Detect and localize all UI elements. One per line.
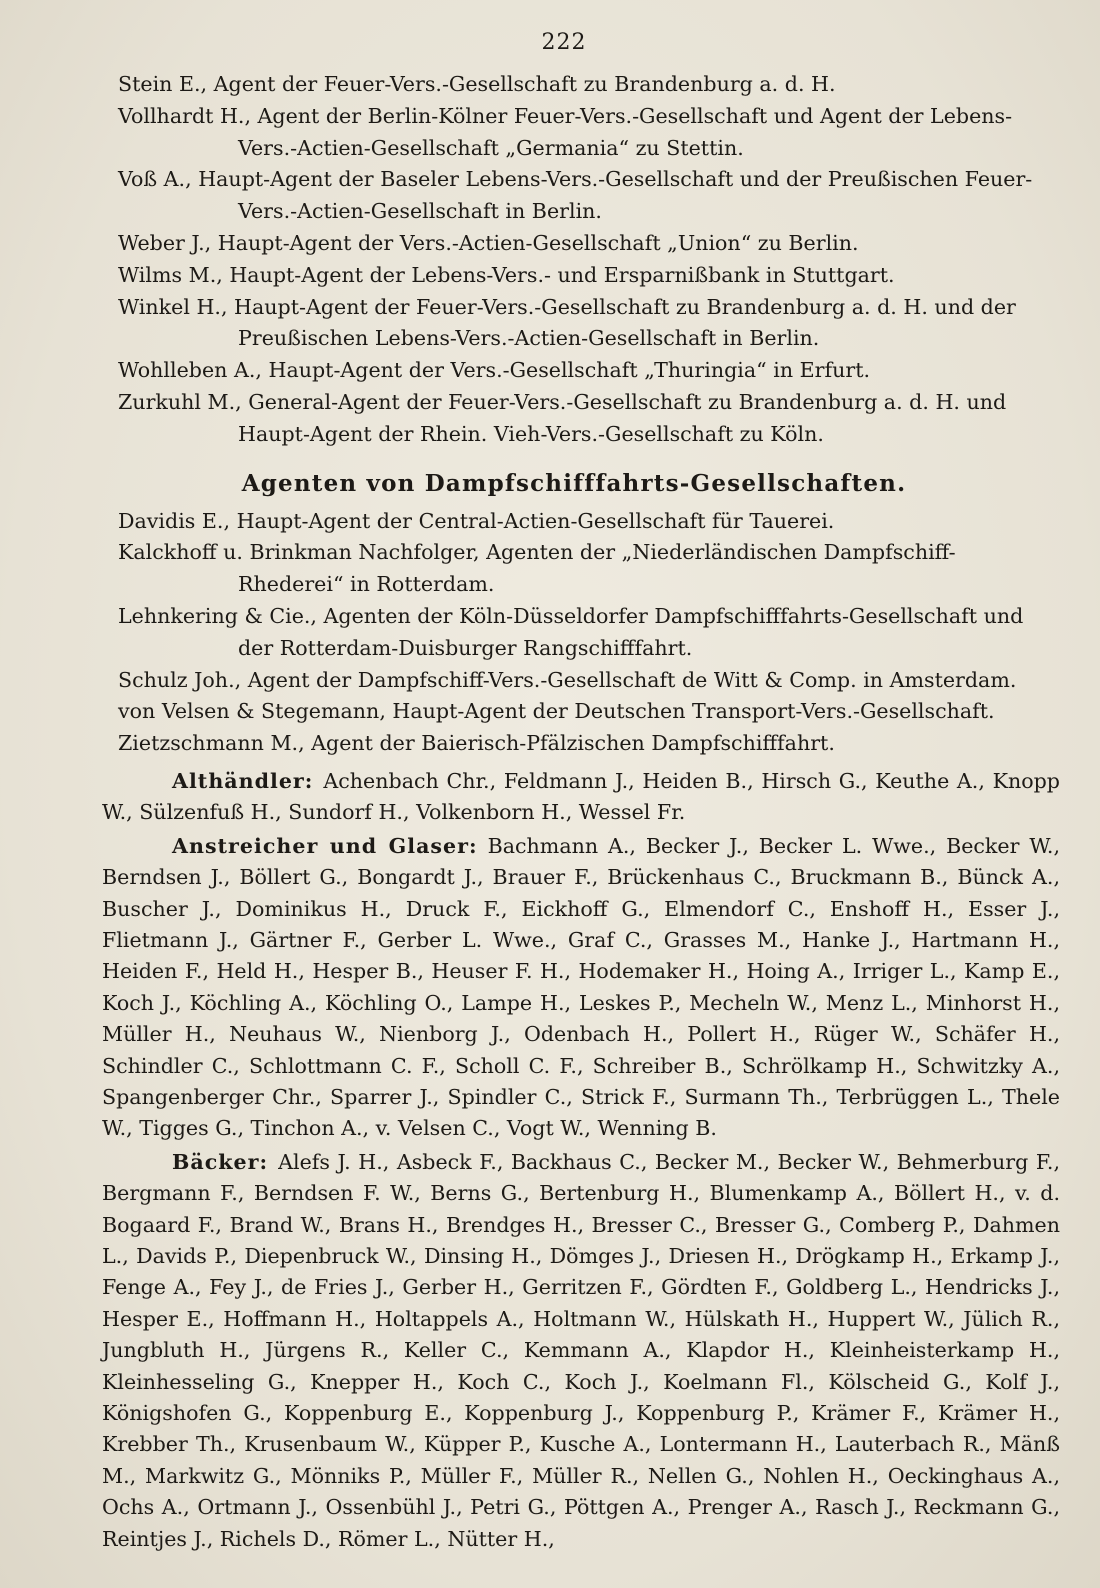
trade-label: Althändler: <box>172 768 314 793</box>
shipping-agents-list <box>118 506 1060 760</box>
list-entry: Zurkuhl M., General-Agent der Feuer-Vers.-Gesellschaft zu Brandenburg a. d. H. und Haupt-Agent der Rhein. Vieh-Vers.-Gesellschaft zu Köln. <box>118 389 1007 446</box>
trades-list <box>102 766 1060 1555</box>
trade-names: Achenbach Chr., Feldmann J., Heiden B., Hirsch G., Keuthe A., Knopp W., Sülzenfuß H., Sundorf H., Volkenborn H., Wessel Fr. <box>102 768 1060 825</box>
insurance-agents-list <box>118 69 1060 451</box>
list-entry: Vollhardt H., Agent der Berlin-Kölner Feuer-Vers.-Gesellschaft und Agent der Lebens-Vers.-Actien-Gesellschaft „Germania“ zu Stettin. <box>118 103 1013 160</box>
list-entry: von Velsen & Stegemann, Haupt-Agent der Deutschen Transport-Vers.-Gesellschaft. <box>118 699 995 724</box>
list-entry: Zietzschmann M., Agent der Baierisch-Pfälzischen Dampfschifffahrt. <box>118 731 835 756</box>
list-entry: Weber J., Haupt-Agent der Vers.-Actien-Gesellschaft „Union“ zu Berlin. <box>118 230 859 255</box>
list-entry: Winkel H., Haupt-Agent der Feuer-Vers.-Gesellschaft zu Brandenburg a. d. H. und der Preußischen Lebens-Vers.-Actien-Gesellschaft in Berlin. <box>118 294 1016 351</box>
trade-paragraph <box>102 766 1060 829</box>
list-entry: Schulz Joh., Agent der Dampfschiff-Vers.-Gesellschaft de Witt & Comp. in Amsterdam. <box>118 667 1017 692</box>
list-entry: Kalckhoff u. Brinkman Nachfolger, Agenten der „Niederländischen Dampfschiff-Rhederei“ in Rotterdam. <box>118 540 956 597</box>
list-entry: Davidis E., Haupt-Agent der Central-Actien-Gesellschaft für Tauerei. <box>118 508 835 533</box>
trade-label: Anstreicher und Glaser: <box>172 833 478 858</box>
trade-names: Bachmann A., Becker J., Becker L. Wwe., Becker W., Berndsen J., Böllert G., Bongardt J., Brauer F., Brückenhaus C., Bruckmann B., Bünck A., Buscher J., Dominikus H., Druck F., Eickhoff G., Elmendorf C., Enshoff H., Esser J., Flietmann J., Gärtner F., Gerber L. Wwe., Graf C., Grasses M., Hanke J., Hartmann H., Heiden F., Held H., Hesper B., Heuser F. H., Hodemaker H., Hoing A., Irriger L., Kamp E., Koch J., Köchling A., Köchling O., Lampe H., Leskes P., Mecheln W., Menz L., Minhorst H., Müller H., Neuhaus W., Nienborg J., Odenbach H., Pollert H., Rüger W., Schäfer H., Schindler C., Schlottmann C. F., Scholl C. F., Schreiber B., Schrölkamp H., Schwitzky A., Spangenberger Chr., Sparrer J., Spindler C., Strick F., Surmann Th., Terbrüggen L., Thele W., Tigges G., Tinchon A., v. Velsen C., Vogt W., Wenning B. <box>102 833 1060 1141</box>
list-entry: Lehnkering & Cie., Agenten der Köln-Düsseldorfer Dampfschifffahrts-Gesellschaft und der Rotterdam-Duisburger Rangschifffahrt. <box>118 603 1024 660</box>
list-entry: Wilms M., Haupt-Agent der Lebens-Vers.- und Ersparnißbank in Stuttgart. <box>118 262 895 287</box>
page-number: 222 <box>541 30 587 55</box>
trade-label: Bäcker: <box>172 1149 269 1174</box>
trade-paragraph <box>102 831 1060 1145</box>
section-heading: Agenten von Dampfschifffahrts-Gesellschaften. <box>241 469 907 497</box>
list-entry: Stein E., Agent der Feuer-Vers.-Gesellschaft zu Brandenburg a. d. H. <box>118 72 836 96</box>
list-entry: Voß A., Haupt-Agent der Baseler Lebens-Vers.-Gesellschaft und der Preußischen Feuer-Vers.-Actien-Gesellschaft in Berlin. <box>118 167 1033 224</box>
trade-names: Alefs J. H., Asbeck F., Backhaus C., Becker M., Becker W., Behmerburg F., Bergmann F., Berndsen F. W., Berns G., Bertenburg H., Blumenkamp A., Böllert H., v. d. Bogaard F., Brand W., Brans H., Brendges H., Bresser C., Bresser G., Comberg P., Dahmen L., Davids P., Diepenbruck W., Dinsing H., Dömges J., Driesen H., Drögkamp H., Erkamp J., Fenge A., Fey J., de Fries J., Gerber H., Gerritzen F., Gördten F., Goldberg L., Hendricks J., Hesper E., Hoffmann H., Holtappels A., Holtmann W., Hülskath H., Huppert W., Jülich R., Jungbluth H., Jürgens R., Keller C., Kemmann A., Klapdor H., Kleinheisterkamp H., Kleinhesseling G., Knepper H., Koch C., Koch J., Koelmann Fl., Kölscheid G., Kolf J., Königshofen G., Koppenburg E., Koppenburg J., Koppenburg P., Krämer F., Krämer H., Krebber Th., Krusenbaum W., Küpper P., Kusche A., Lontermann H., Lauterbach R., Mänß M., Markwitz G., Mönniks P., Müller F., Müller R., Nellen G., Nohlen H., Oeckinghaus A., Ochs A., Ortmann J., Ossenbühl J., Petri G., Pöttgen A., Prenger A., Rasch J., Reckmann G., Reintjes J., Richels D., Römer L., Nütter H., <box>102 1149 1060 1551</box>
list-entry: Wohlleben A., Haupt-Agent der Vers.-Gesellschaft „Thuringia“ in Erfurt. <box>118 358 871 383</box>
trade-paragraph <box>102 1147 1060 1555</box>
